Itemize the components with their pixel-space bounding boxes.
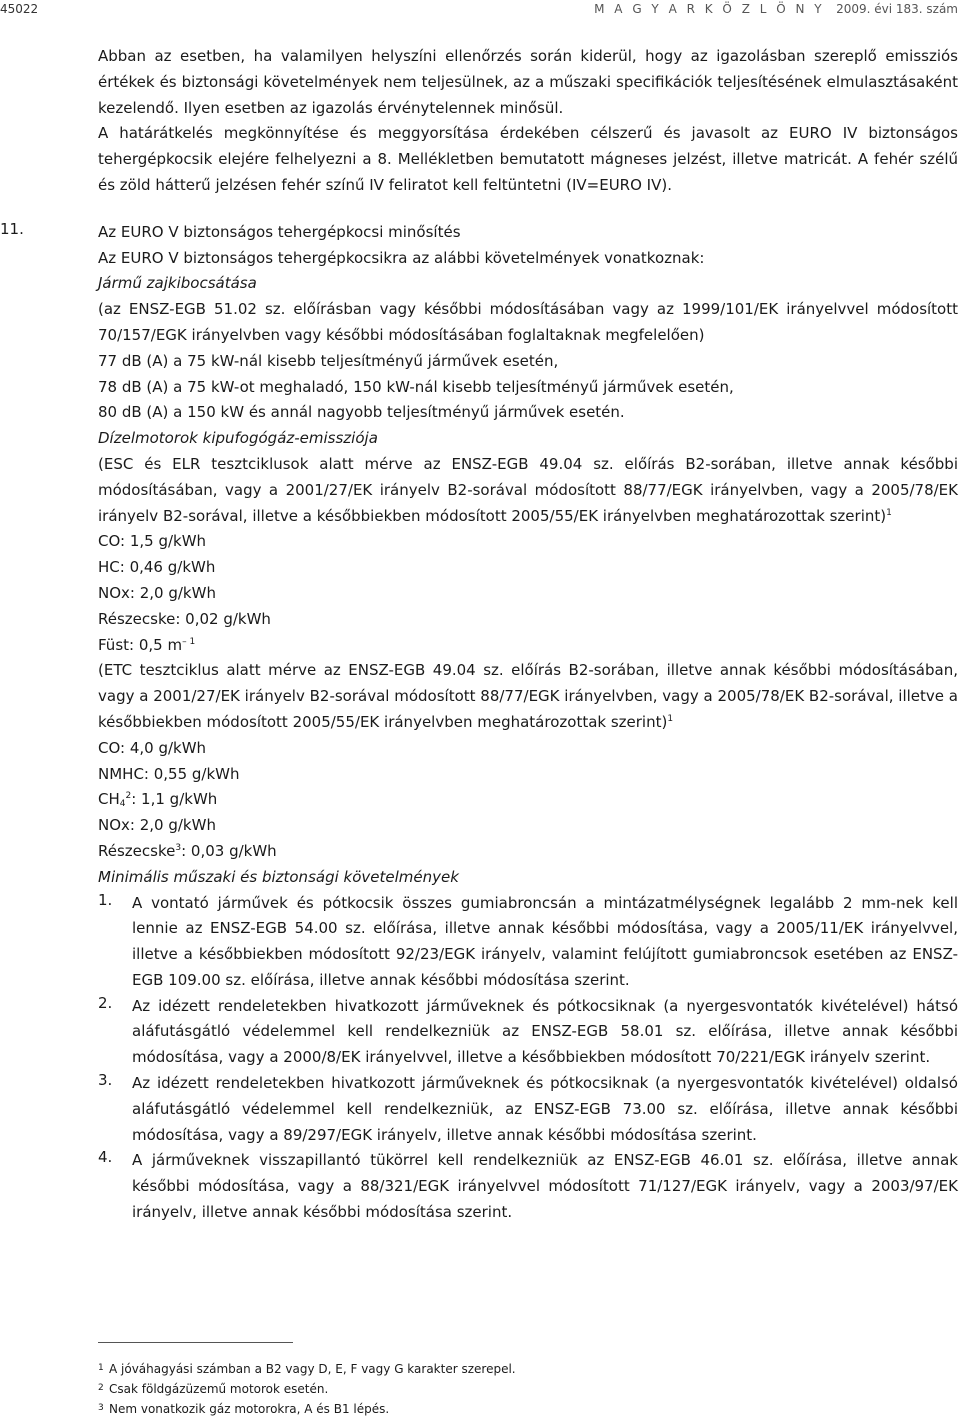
list-item bbox=[98, 1148, 958, 1225]
footnote-number: 3 bbox=[98, 1403, 104, 1413]
smoke-value bbox=[98, 633, 958, 659]
etc-particle bbox=[98, 839, 958, 865]
min-requirements-heading: Minimális műszaki és biztonsági követelmények bbox=[98, 867, 459, 886]
list-item-number: 1. bbox=[98, 890, 113, 909]
esc-footnote-ref: 1 bbox=[886, 507, 892, 518]
footnote-number: 2 bbox=[98, 1383, 104, 1393]
issue-number: 2009. évi 183. szám bbox=[836, 2, 958, 16]
section-number: 11. bbox=[0, 219, 24, 238]
esc-co: CO: 1,5 g/kWh bbox=[98, 532, 207, 551]
ch4-subscript: 4 bbox=[119, 799, 126, 810]
ch4-base: CH bbox=[98, 790, 120, 809]
smoke-label: Füst: 0,5 m bbox=[98, 635, 183, 654]
ch4-footnote-ref: 2 bbox=[125, 791, 132, 802]
esc-particle: Részecske: 0,02 g/kWh bbox=[98, 609, 271, 628]
footnote bbox=[98, 1399, 958, 1419]
footnotes bbox=[98, 1359, 958, 1419]
page-header bbox=[0, 2, 960, 18]
requirements-list bbox=[98, 891, 958, 1226]
particle-label: Részecske bbox=[98, 841, 176, 860]
section-subtitle: Az EURO V biztonságos tehergépkocsikra az alábbi követelmények vonatkoznak: bbox=[98, 248, 705, 267]
smoke-exponent: – 1 bbox=[182, 636, 196, 647]
section-11 bbox=[0, 219, 958, 1226]
footnote-number: 1 bbox=[98, 1363, 104, 1373]
list-item-number: 3. bbox=[98, 1071, 113, 1090]
list-item bbox=[98, 1071, 958, 1148]
intro-paragraph-1: Abban az esetben, ha valamilyen helyszíni ellenőrzés során kiderül, hogy az igazolásban szereplő emissziós értékek és biztonsági követelmények nem teljesülnek, az a műszaki specifikációk teljesítésének elmulasztásaként kezelendő. Ilyen esetben az igazolás érvénytelennek minősül. bbox=[98, 47, 958, 117]
etc-footnote-ref: 1 bbox=[667, 713, 674, 724]
list-item-number: 4. bbox=[98, 1148, 113, 1167]
etc-co: CO: 4,0 g/kWh bbox=[98, 738, 207, 757]
esc-hc: HC: 0,46 g/kWh bbox=[98, 558, 216, 577]
list-item bbox=[98, 891, 958, 994]
footnote-text: Nem vonatkozik gáz motorokra, A és B1 lépés. bbox=[109, 1402, 390, 1416]
list-item-text: A vontató járművek és pótkocsik összes gumiabroncsán a mintázatmélységnek legalább 2 mm-nek kell lennie az ENSZ-EGB 54.00 sz. előírása, illetve annak későbbi módosítása, vagy a 2005/11/EK irányelvvel, illetve a későbbiekben módosított 92/23/EGK irányelv, valamint felújított gumiabroncsok esetében az ENSZ-EGB 109.00 sz. előírása, illetve annak későbbi módosítása szerint. bbox=[132, 893, 958, 989]
footnote bbox=[98, 1359, 958, 1379]
list-item-text: A járműveknek visszapillantó tükörrel kell rendelkezniük az ENSZ-EGB 46.01 sz. előírása, illetve annak későbbi módosítása, vagy a 88/321/EGK irányelvvel módosított 71/127/EGK irányelv, vagy a 2003/97/EK irányelv, illetve annak későbbi módosítása szerint. bbox=[132, 1151, 958, 1222]
footnote-text: Csak földgázüzemű motorok esetén. bbox=[109, 1382, 329, 1396]
etc-ch4 bbox=[98, 787, 958, 813]
footnote-text: A jóváhagyási számban a B2 vagy D, E, F vagy G karakter szerepel. bbox=[109, 1362, 516, 1376]
list-item-number: 2. bbox=[98, 993, 113, 1012]
noise-heading: Jármű zajkibocsátása bbox=[98, 274, 257, 293]
esc-text-body: (ESC és ELR tesztciklusok alatt mérve az ENSZ-EGB 49.04 sz. előírás B2-sorában, illetve annak későbbi módosításában, vagy a 2001/27/EK irányelv B2-sorával módosított 88/77/EGK irányelvben, vagy a 2005/78/EK irányelv B2-sorával, illetve a későbbiekben módosított 2005/55/EK irányelvben meghatározottak szerint) bbox=[98, 454, 958, 525]
footnote-divider bbox=[98, 1342, 293, 1343]
intro-paragraph-2: A határátkelés megkönnyítése és meggyorsítása érdekében célszerű és javasolt az EURO IV biztonságos tehergépkocsik elejére felhelyezni a 8. Mellékletben bemutatott mágneses jelzést, illetve matricát. A fehér szélű és zöld hátterű jelzésen fehér színű IV feliratot kell feltüntetni (IV=EURO IV). bbox=[98, 124, 958, 194]
list-item-text: Az idézett rendeletekben hivatkozott járműveknek és pótkocsiknak (a nyergesvontatók kivételével) hátsó aláfutásgátló védelemmel kell rendelkezniük az ENSZ-EGB 58.01 sz. előírása, illetve annak későbbi módosítása, vagy a 2000/8/EK irányelvvel, illetve a későbbiekben módosított 70/221/EGK irányelv szerint. bbox=[132, 996, 958, 1067]
particle-value: : 0,03 g/kWh bbox=[181, 841, 277, 860]
etc-nox: NOx: 2,0 g/kWh bbox=[98, 816, 216, 835]
diesel-heading: Dízelmotorok kipufogógáz-emissziója bbox=[98, 429, 378, 448]
journal-title bbox=[594, 2, 958, 16]
etc-text bbox=[98, 658, 958, 735]
section-title: Az EURO V biztonságos tehergépkocsi minősítés bbox=[98, 222, 461, 241]
noise-value-1: 77 dB (A) a 75 kW-nál kisebb teljesítményű járművek esetén, bbox=[98, 351, 559, 370]
ch4-value: : 1,1 g/kWh bbox=[131, 790, 218, 809]
main-content bbox=[0, 44, 958, 1226]
esc-text bbox=[98, 452, 958, 529]
etc-nmhc: NMHC: 0,55 g/kWh bbox=[98, 764, 240, 783]
noise-value-3: 80 dB (A) a 150 kW és annál nagyobb teljesítményű járművek esetén. bbox=[98, 403, 625, 422]
esc-nox: NOx: 2,0 g/kWh bbox=[98, 583, 216, 602]
etc-text-body: (ETC tesztciklus alatt mérve az ENSZ-EGB 49.04 sz. előírás B2-sorában, illetve annak későbbi módosításában, vagy a 2001/27/EK irányelv B2-sorával módosított 88/77/EGK irányelvben, vagy a 2005/78/EK B2-sorával, illetve a későbbiekben módosított 2005/55/EK irányelvben meghatározottak szerint) bbox=[98, 661, 958, 731]
journal-name: M A G Y A R K Ö Z L Ö N Y bbox=[594, 2, 825, 16]
particle-footnote-ref: 3 bbox=[175, 842, 182, 853]
noise-text: (az ENSZ-EGB 51.02 sz. előírásban vagy későbbi módosításában vagy az 1999/101/EK irányelvvel módosított 70/157/EGK irányelvben vagy későbbi módosításában foglaltaknak megfelelően) bbox=[98, 300, 958, 344]
noise-value-2: 78 dB (A) a 75 kW-ot meghaladó, 150 kW-nál kisebb teljesítményű járművek esetén, bbox=[98, 377, 734, 396]
page-number: 45022 bbox=[0, 2, 39, 16]
list-item-text: Az idézett rendeletekben hivatkozott járműveknek és pótkocsiknak (a nyergesvontatók kivételével) oldalsó aláfutásgátló védelemmel kell rendelkezniük, az ENSZ-EGB 73.00 sz. előírása, illetve annak későbbi módosítása, vagy a 89/297/EGK irányelv, illetve annak későbbi módosítása szerint. bbox=[132, 1074, 958, 1144]
list-item bbox=[98, 994, 958, 1071]
footnote bbox=[98, 1379, 958, 1399]
